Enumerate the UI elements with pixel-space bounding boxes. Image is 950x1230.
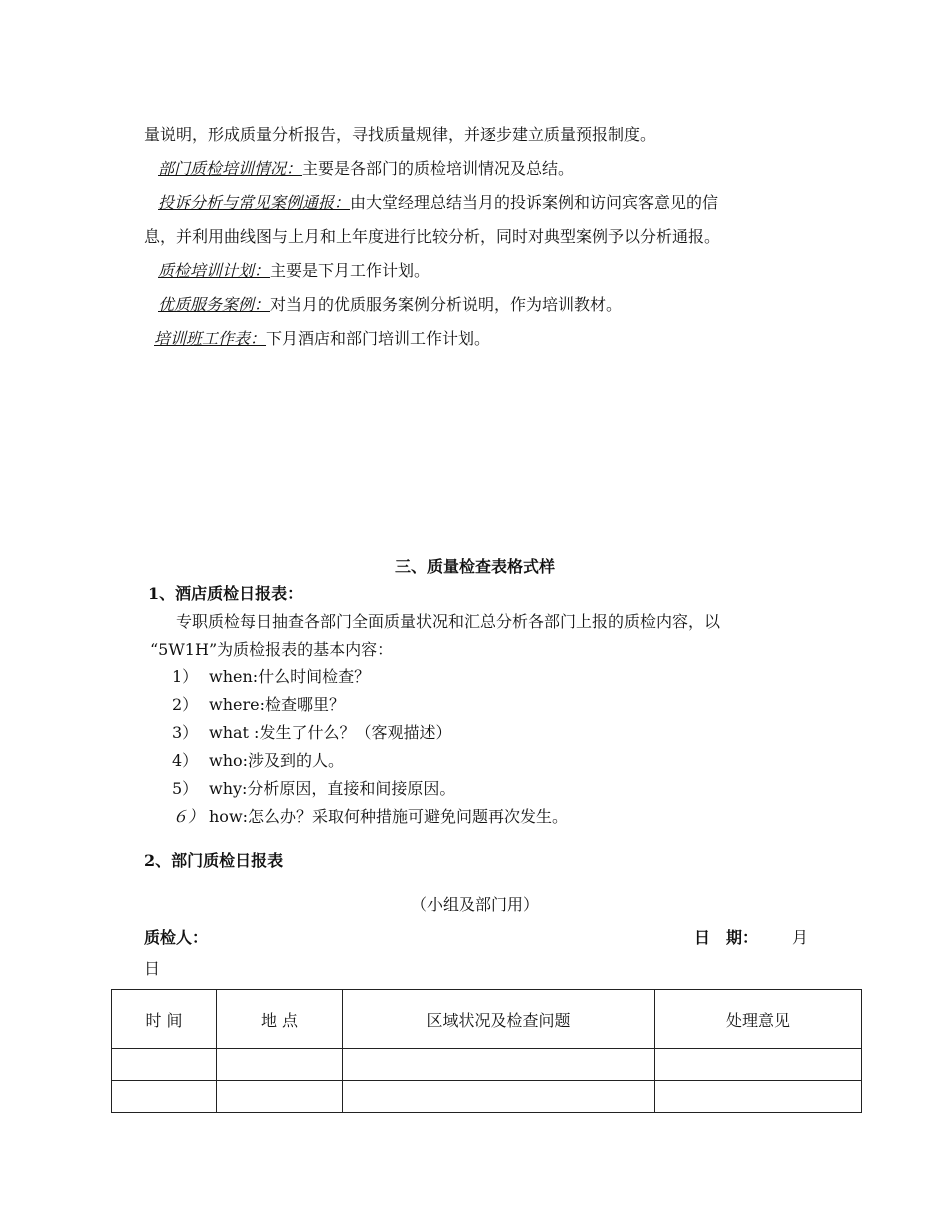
item-training-plan: [158, 260, 430, 282]
list-text: what :发生了什么？（客观描述）: [209, 723, 452, 742]
item-label: 优质服务案例：: [158, 295, 271, 314]
item-label: 部门质检培训情况：: [158, 159, 303, 178]
table-cell: [112, 1081, 217, 1113]
inspection-table: [111, 989, 862, 1113]
month-label: 月: [792, 928, 809, 947]
item-dept-training: [158, 158, 574, 180]
header-handling: 处理意见: [655, 990, 862, 1049]
item-text: 对当月的优质服务案例分析说明，作为培训教材。: [270, 295, 623, 314]
table-cell: [343, 1049, 655, 1081]
list-item: [172, 806, 568, 828]
table-header-row: [112, 990, 862, 1049]
list-item: [172, 666, 370, 688]
item-label: 质检培训计划：: [158, 261, 271, 280]
header-time: 时 间: [112, 990, 217, 1049]
item-training-worksheet: [154, 328, 490, 350]
item-text: 主要是下月工作计划。: [270, 261, 431, 280]
day-label: 日: [144, 959, 161, 978]
table-cell: [343, 1081, 655, 1113]
list-number: 1）: [172, 667, 199, 686]
table-cell: [112, 1049, 217, 1081]
form-subtitle: （小组及部门用）: [410, 895, 539, 914]
table-cell: [655, 1049, 862, 1081]
subsection-heading: 2、部门质检日报表: [144, 851, 284, 870]
item-label: 培训班工作表：: [154, 329, 267, 348]
list-item: [172, 778, 455, 800]
item-complaint-analysis: [158, 192, 718, 214]
item-complaint-analysis-cont: 息，并利用曲线图与上月和上年度进行比较分析，同时对典型案例予以分析通报。: [144, 227, 721, 246]
list-number: 4）: [172, 751, 199, 770]
list-text: where:检查哪里？: [209, 695, 345, 714]
header-issues: 区域状况及检查问题: [343, 990, 655, 1049]
list-text: why:分析原因，直接和间接原因。: [209, 779, 456, 798]
table-cell: [655, 1081, 862, 1113]
item-text: 下月酒店和部门培训工作计划。: [266, 329, 491, 348]
intro-line: “5W1H”为质检报表的基本内容：: [150, 640, 394, 659]
item-text: 由大堂经理总结当月的投诉案例和访问宾客意见的信: [350, 193, 719, 212]
subsection-heading: 1、酒店质检日报表：: [148, 584, 304, 603]
table-cell: [217, 1049, 343, 1081]
list-number: ６）: [172, 807, 205, 826]
header-location: 地 点: [217, 990, 343, 1049]
list-text: who:涉及到的人。: [209, 751, 345, 770]
section-title: 三、质量检查表格式样: [394, 557, 555, 576]
list-number: 2）: [172, 695, 199, 714]
table-cell: [217, 1081, 343, 1113]
item-text: 主要是各部门的质检培训情况及总结。: [302, 159, 575, 178]
list-item: [172, 750, 344, 772]
intro-line: 专职质检每日抽查各部门全面质量状况和汇总分析各部门上报的质检内容，以: [176, 612, 721, 631]
date-label: 日 期：: [694, 928, 759, 947]
list-number: 3）: [172, 723, 199, 742]
list-number: 5）: [172, 779, 199, 798]
item-quality-service-cases: [158, 294, 622, 316]
list-text: how:怎么办？采取何种措施可避免问题再次发生。: [209, 807, 569, 826]
list-item: [172, 694, 345, 716]
list-item: [172, 722, 451, 744]
item-label: 投诉分析与常见案例通报：: [158, 193, 351, 212]
table-row: [112, 1049, 862, 1081]
inspector-label: 质检人：: [144, 928, 209, 947]
paragraph-line: 量说明，形成质量分析报告，寻找质量规律，并逐步建立质量预报制度。: [144, 125, 657, 144]
table-row: [112, 1081, 862, 1113]
list-text: when:什么时间检查？: [209, 667, 371, 686]
